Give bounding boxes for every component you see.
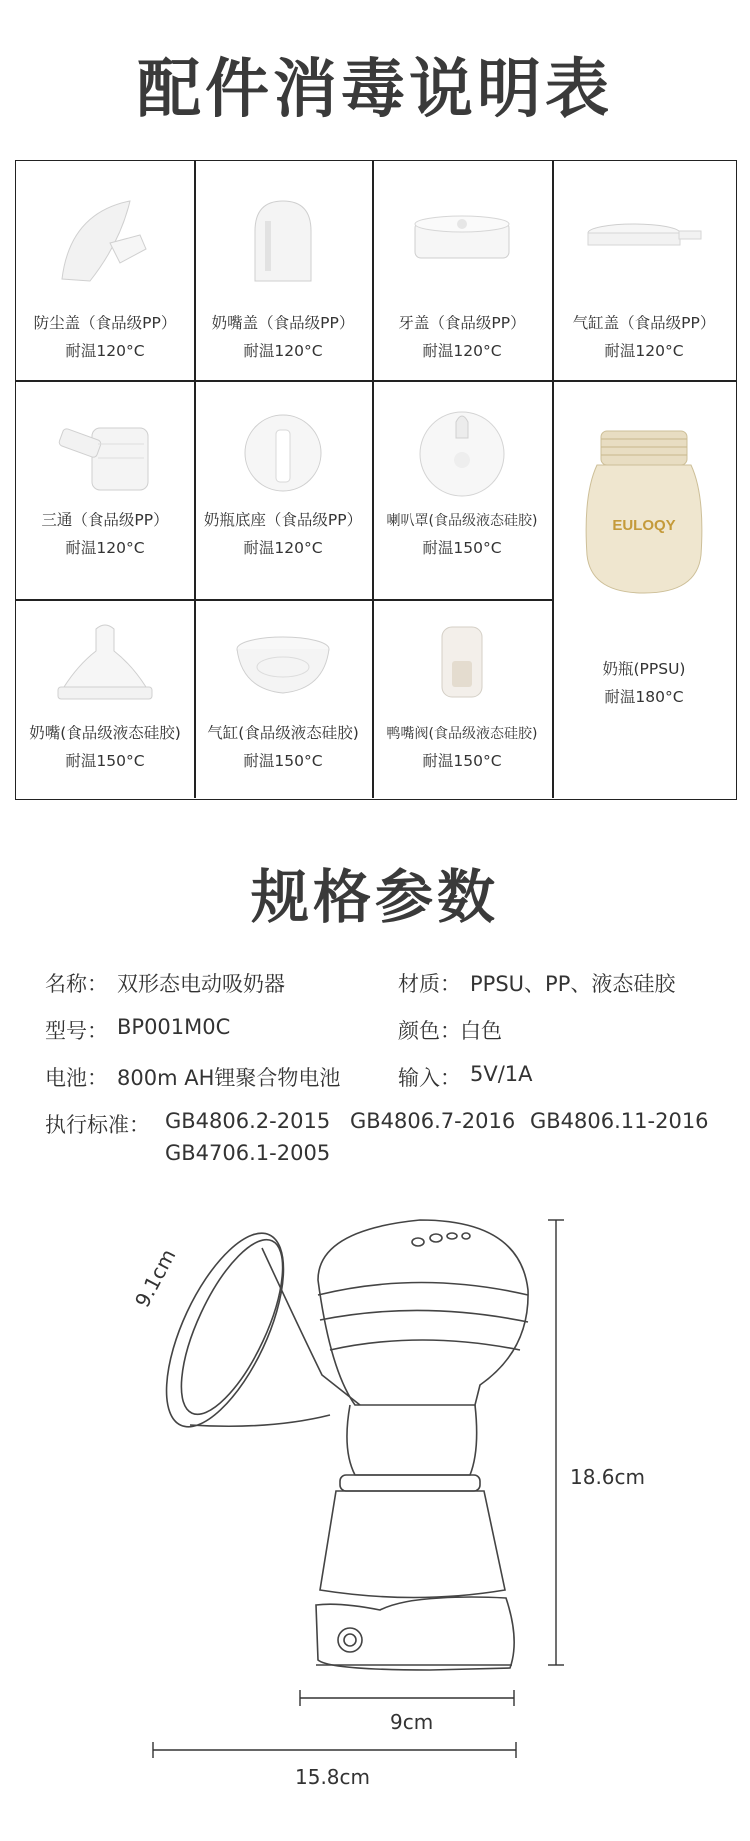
screw-cap-icon bbox=[407, 206, 517, 276]
accessory-temp: 耐温120°C bbox=[604, 342, 684, 360]
cylinder-cover-icon bbox=[579, 211, 709, 271]
spec-input-label: 输入： bbox=[398, 1066, 461, 1090]
accessory-temp: 耐温150°C bbox=[422, 539, 502, 557]
accessory-name: 喇叭罩(食品级液态硅胶) bbox=[386, 513, 538, 529]
spec-color-value: 白色 bbox=[460, 1019, 502, 1043]
bottle-brand-logo: EULOQY bbox=[612, 517, 676, 534]
spec-standard: GB4806.2-2015 bbox=[165, 1109, 331, 1133]
spec-model-label: 型号： bbox=[45, 1019, 108, 1043]
nipple-icon bbox=[50, 621, 160, 711]
bottle-base-icon bbox=[238, 408, 328, 498]
spec-name-value: 双形态电动吸奶器 bbox=[117, 972, 285, 996]
dimension-total-width: 15.8cm bbox=[295, 1765, 371, 1789]
accessory-cell bbox=[16, 161, 194, 380]
accessory-cell bbox=[16, 380, 194, 599]
accessory-cell bbox=[372, 599, 552, 798]
spec-standard: GB4806.11-2016 bbox=[530, 1109, 709, 1133]
accessory-name: 气缸盖（食品级PP） bbox=[572, 314, 716, 332]
spec-battery-label: 电池： bbox=[45, 1066, 108, 1090]
accessory-table bbox=[15, 160, 737, 800]
dimension-flange: 9.1cm bbox=[130, 1244, 181, 1312]
accessory-name: 牙盖（食品级PP） bbox=[398, 314, 526, 332]
accessory-name: 奶嘴(食品级液态硅胶) bbox=[29, 724, 181, 742]
accessory-cell bbox=[16, 599, 194, 798]
accessory-temp: 耐温180°C bbox=[604, 688, 684, 706]
nipple-cap-icon bbox=[233, 191, 333, 291]
silicone-shield-icon bbox=[412, 402, 512, 502]
spec-standard: GB4706.1-2005 bbox=[165, 1141, 331, 1165]
flange-cover-icon bbox=[50, 183, 160, 293]
connector-icon bbox=[50, 408, 160, 498]
spec-input-value: 5V/1A bbox=[470, 1062, 533, 1086]
page-title: 配件消毒说明表 bbox=[137, 53, 613, 127]
accessory-temp: 耐温150°C bbox=[243, 752, 323, 770]
accessory-temp: 耐温120°C bbox=[65, 539, 145, 557]
accessory-name: 奶嘴盖（食品级PP） bbox=[211, 314, 355, 332]
accessory-cell bbox=[194, 161, 372, 380]
accessory-cell bbox=[372, 161, 552, 380]
accessory-cell bbox=[552, 161, 736, 380]
accessory-temp: 耐温150°C bbox=[422, 752, 502, 770]
silicone-cylinder-icon bbox=[228, 627, 338, 707]
accessory-name: 奶瓶(PPSU) bbox=[602, 660, 686, 678]
spec-material-value: PPSU、PP、液态硅胶 bbox=[470, 972, 676, 996]
accessory-temp: 耐温120°C bbox=[243, 539, 323, 557]
spec-standard: GB4806.7-2016 bbox=[350, 1109, 516, 1133]
accessory-name: 防尘盖（食品级PP） bbox=[33, 314, 177, 332]
accessory-cell bbox=[194, 380, 372, 599]
accessory-cell bbox=[194, 599, 372, 798]
breast-pump-drawing bbox=[0, 1200, 750, 1820]
bottle-cell bbox=[552, 380, 736, 798]
accessory-name: 奶瓶底座（食品级PP） bbox=[203, 511, 363, 529]
accessory-temp: 耐温120°C bbox=[65, 342, 145, 360]
bottle-icon bbox=[579, 425, 709, 600]
specs-title: 规格参数 bbox=[250, 863, 499, 931]
accessory-cell bbox=[372, 380, 552, 599]
accessory-name: 鸭嘴阀(食品级液态硅胶) bbox=[386, 726, 538, 742]
duckbill-valve-icon bbox=[432, 621, 492, 701]
accessory-temp: 耐温150°C bbox=[65, 752, 145, 770]
dimension-height: 18.6cm bbox=[570, 1465, 646, 1489]
spec-battery-value: 800m AH锂聚合物电池 bbox=[117, 1066, 341, 1090]
spec-model-value: BP001M0C bbox=[117, 1015, 231, 1039]
accessory-name: 气缸(食品级液态硅胶) bbox=[207, 724, 359, 742]
dimension-base-width: 9cm bbox=[390, 1710, 434, 1734]
spec-standard-label: 执行标准： bbox=[45, 1113, 150, 1137]
spec-color-label: 颜色： bbox=[398, 1019, 461, 1043]
accessory-temp: 耐温120°C bbox=[243, 342, 323, 360]
accessory-temp: 耐温120°C bbox=[422, 342, 502, 360]
spec-name-label: 名称： bbox=[45, 972, 108, 996]
spec-material-label: 材质： bbox=[398, 972, 461, 996]
accessory-name: 三通（食品级PP） bbox=[41, 511, 169, 529]
